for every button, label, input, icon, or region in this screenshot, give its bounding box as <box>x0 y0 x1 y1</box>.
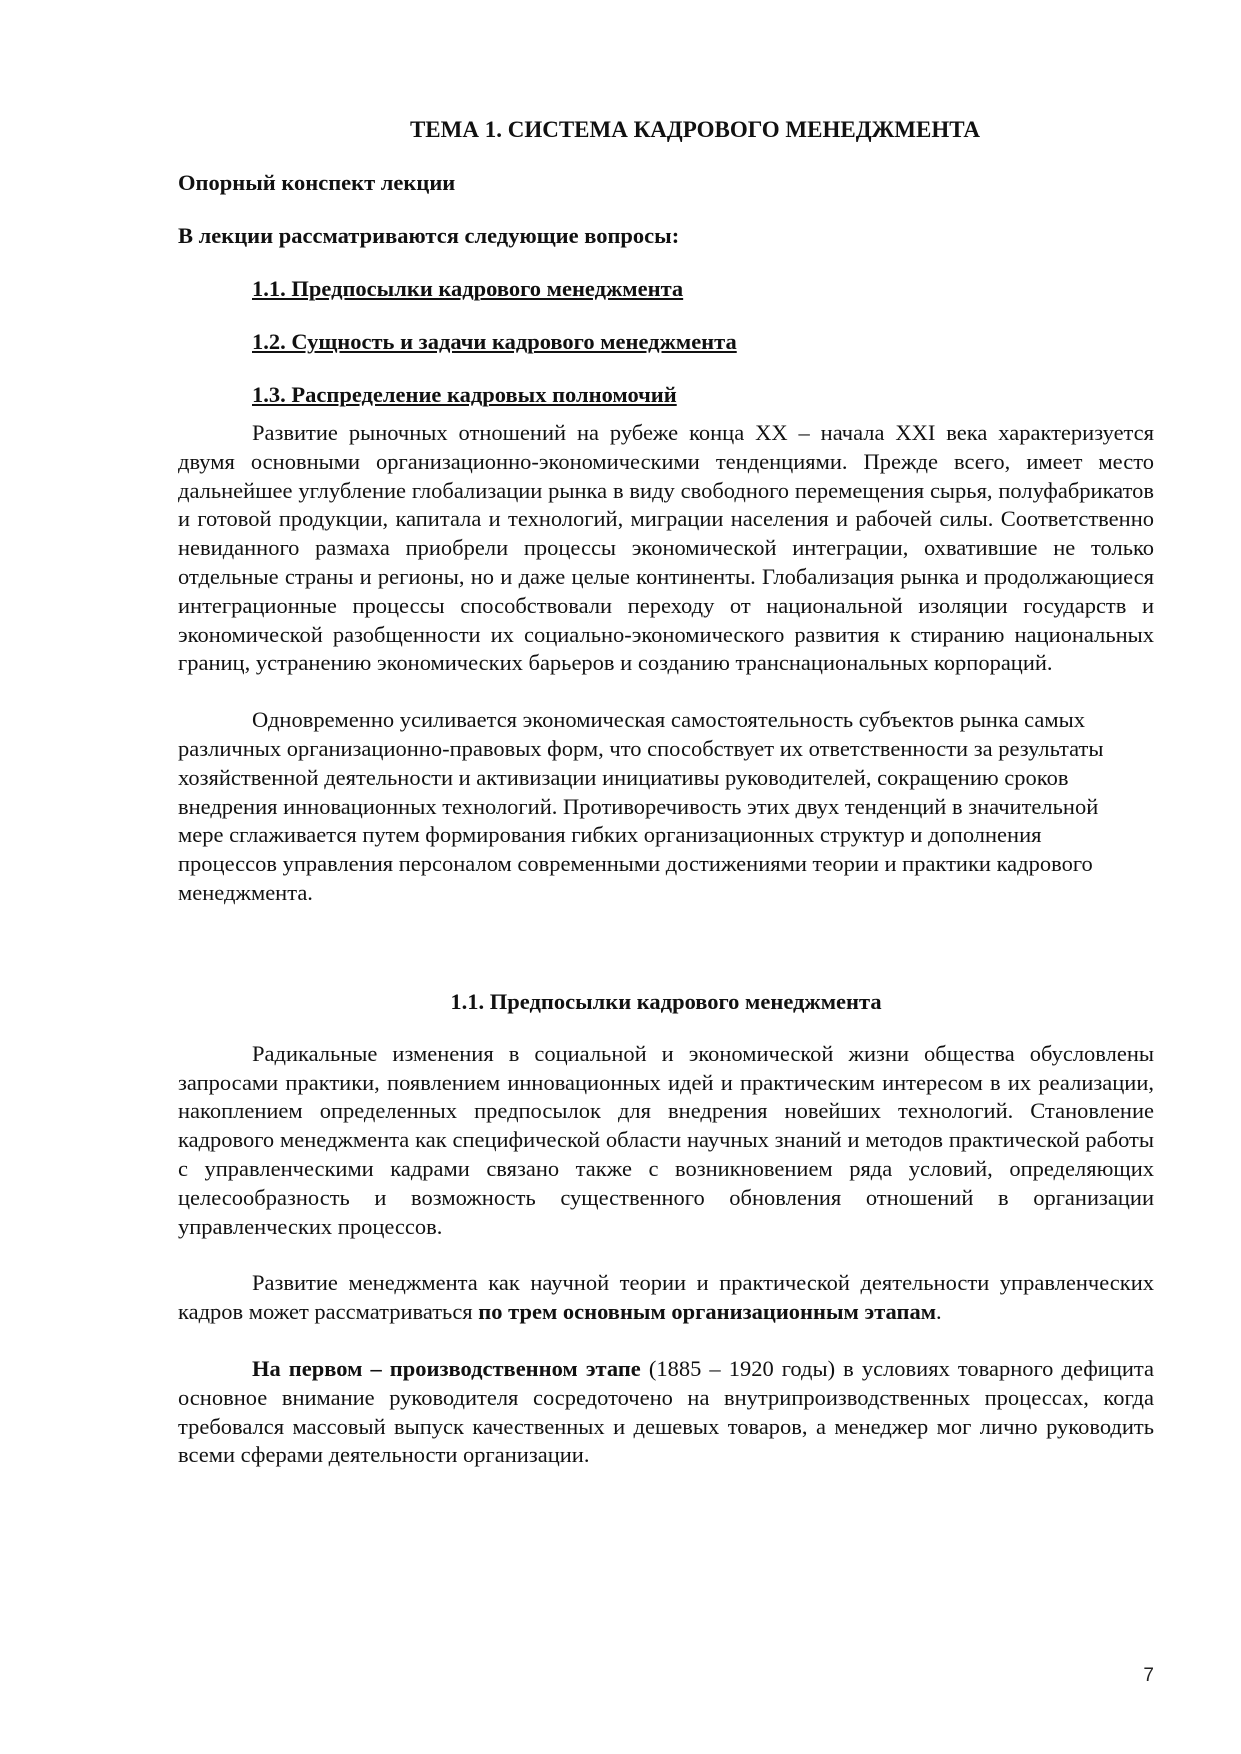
spacer <box>178 678 1154 706</box>
emphasis-text: по трем основным организационным этапам <box>478 1299 937 1325</box>
intro-paragraph-2: Одновременно усиливается экономическая самостоятельность субъектов рынка самых различных организационно-правовых форм, что способствует их ответственности за результаты хозяйственной деятельности и активизации инициативы руководителей, сокращению сроков внедрения инновационных технологий. Противоречивость этих двух тенденций в значительной мере сглаживается путем формирования гибких организационных структур и дополнения процессов управления персоналом современными достижениями теории и практики кадрового менеджмента. <box>178 707 1104 905</box>
paragraph-text: (1885 – 1920 годы) в условиях товарного дефицита основное внимание руководителя сосредоточено на внутрипроизводственных процессах, когда требовался массовый выпуск качественных и дешевых товаров, а менеджер мог лично руководить всеми сферами деятельности организации. <box>178 1355 1154 1468</box>
section-paragraph-1: Радикальные изменения в социальной и экономической жизни общества обусловлены запросами практики, появлением инновационных идей и практическим интересом в их реализации, накоплением определенных предпосылок для внедрения новейших технологий. Становление кадрового менеджмента как специфической области научных знаний и методов практической работы с управленческими кадрами связано также с возникновением ряда условий, определяющих целесообразность и возможность существенного обновления отношений в организации управленческих процессов. <box>178 1040 1154 1239</box>
document-title: ТЕМА 1. СИСТЕМА КАДРОВОГО МЕНЕДЖМЕНТА <box>409 117 981 142</box>
section-heading: 1.1. Предпосылки кадрового менеджмента <box>450 988 882 1014</box>
spacer <box>178 1241 1154 1269</box>
paragraph-text: . <box>936 1299 942 1325</box>
spacer <box>178 908 1154 988</box>
questions-intro: В лекции рассматриваются следующие вопросы: <box>178 223 680 248</box>
toc-item-1-3[interactable]: 1.3. Распределение кадровых полномочий <box>252 382 677 407</box>
page-number: 7 <box>1143 1665 1154 1686</box>
emphasis-text: На первом – производственном этапе <box>252 1355 641 1381</box>
lecture-subtitle: Опорный конспект лекции <box>178 170 456 195</box>
intro-paragraph-1: Развитие рыночных отношений на рубеже конца XX – начала XXI века характеризуется двумя основными организационно-экономическими тенденциями. Прежде всего, имеет место дальнейшее углубление глобализации рынка в виду свободного перемещения сырья, полуфабрикатов и готовой продукции, капитала и технологий, миграции населения и рабочей силы. Соответственно невиданного размаха приобрели процессы экономической интеграции, охватившие не только отдельные страны и регионы, но и даже целые континенты. Глобализация рынка и продолжающиеся интеграционные процессы способствовали переходу от национальной изоляции государств и экономической разобщенности их социально-экономического развития к стиранию национальных границ, устранению экономических барьеров и созданию транснациональных корпораций. <box>178 420 1154 676</box>
toc-item-1-1[interactable]: 1.1. Предпосылки кадрового менеджмента <box>252 276 684 301</box>
section-paragraph-2 <box>178 1269 1154 1327</box>
spacer <box>178 1327 1154 1355</box>
page-content <box>178 116 1154 1470</box>
paragraph-text: Развитие менеджмента как научной теории и практической деятельности управленческих кадров может рассматриваться <box>178 1270 1154 1325</box>
section-paragraph-3 <box>178 1355 1154 1470</box>
toc-item-1-2[interactable]: 1.2. Сущность и задачи кадрового менеджмента <box>252 329 737 354</box>
